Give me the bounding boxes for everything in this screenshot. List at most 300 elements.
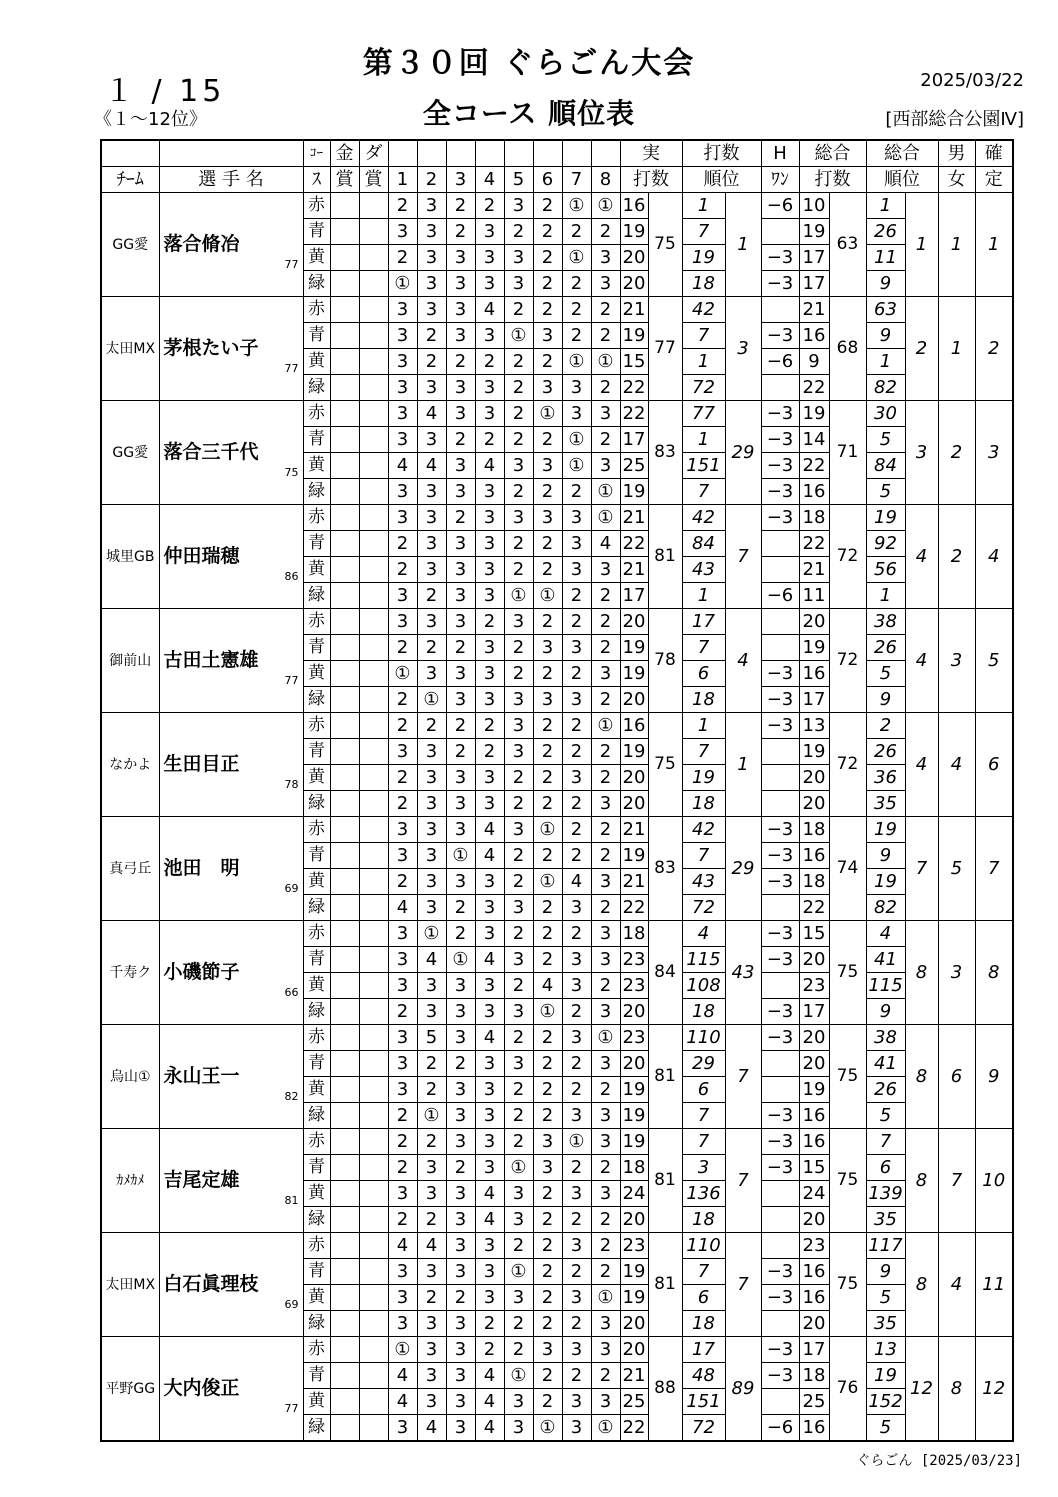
hole-in-one-adjust: −3: [761, 687, 799, 713]
team-header: ﾁｰﾑ: [101, 167, 159, 193]
hole-score: 3: [504, 947, 533, 973]
da-prize-cell: [359, 1129, 388, 1155]
gender-rank: 2: [938, 401, 975, 505]
header-row-bottom: [101, 167, 1013, 193]
player-block: [101, 297, 1013, 401]
course-total: 24: [799, 1181, 829, 1207]
course-total-rank: 19: [866, 817, 905, 843]
hole-score: 3: [504, 739, 533, 765]
da-prize-cell: [359, 739, 388, 765]
course-total-rank: 82: [866, 375, 905, 401]
gold-prize-cell: [330, 401, 359, 427]
hole-score: 3: [417, 1259, 446, 1285]
course-strokes: 22: [620, 895, 648, 921]
gold-prize-cell: [330, 1025, 359, 1051]
hole-score: 4: [388, 453, 417, 479]
hole-score: 2: [504, 401, 533, 427]
hole-score: 3: [475, 895, 504, 921]
hole-score: 3: [562, 765, 591, 791]
hole-score: 2: [475, 713, 504, 739]
da-prize-cell: [359, 1103, 388, 1129]
gender-rank: 3: [938, 609, 975, 713]
player-block: [101, 713, 1013, 817]
hole-score: 3: [562, 1285, 591, 1311]
player-age: 77: [284, 258, 299, 271]
course-strokes: 17: [620, 427, 648, 453]
hole-score: 3: [562, 1415, 591, 1442]
team-name: GG愛: [101, 401, 159, 505]
hole-score: 2: [591, 739, 620, 765]
final-rank: 1: [975, 193, 1013, 297]
hole-in-one-adjust: [761, 609, 799, 635]
gender-header-bottom: 女: [938, 167, 975, 193]
hole-score: 2: [533, 1103, 562, 1129]
hole-in-one-adjust: −3: [761, 505, 799, 531]
hole-score: 2: [446, 921, 475, 947]
hole-score: 3: [533, 1155, 562, 1181]
hole-score: 2: [591, 765, 620, 791]
gold-header-bottom: 賞: [330, 167, 359, 193]
course-rank: 29: [682, 1051, 725, 1077]
course-total: 21: [799, 557, 829, 583]
course-label: 黄: [303, 557, 330, 583]
hole-in-one-adjust: [761, 1181, 799, 1207]
hole-score: 3: [417, 973, 446, 999]
player-name: 古田土憲雄: [163, 649, 259, 671]
da-prize-cell: [359, 1207, 388, 1233]
hole-score: 3: [388, 843, 417, 869]
hole-in-one-adjust: −3: [761, 921, 799, 947]
hole-score: 3: [504, 505, 533, 531]
course-strokes: 20: [620, 999, 648, 1025]
hole-score: 2: [591, 973, 620, 999]
strokes-rank: 3: [725, 297, 761, 401]
course-row: [101, 1337, 1013, 1363]
player-cell: [159, 1337, 303, 1442]
hole-score: 2: [562, 921, 591, 947]
course-label: 青: [303, 739, 330, 765]
hole-score: 2: [533, 609, 562, 635]
hole-score: 2: [446, 713, 475, 739]
hole-score: 4: [475, 1181, 504, 1207]
hole-score: 2: [562, 1155, 591, 1181]
hole-score: 3: [591, 245, 620, 271]
course-total-rank: 26: [866, 739, 905, 765]
gold-prize-cell: [330, 1181, 359, 1207]
course-total-rank: 9: [866, 1259, 905, 1285]
hole-in-one-adjust: −3: [761, 843, 799, 869]
hole-in-one-adjust: [761, 531, 799, 557]
hole-score: 3: [475, 1051, 504, 1077]
hole-score: 4: [388, 895, 417, 921]
course-row: [101, 1233, 1013, 1259]
final-header-bottom: 定: [975, 167, 1013, 193]
player-block: [101, 1129, 1013, 1233]
total-header-top: 総合: [799, 140, 866, 167]
course-label: 黄: [303, 1181, 330, 1207]
course-strokes: 25: [620, 453, 648, 479]
hole-score: 3: [417, 531, 446, 557]
hole-score: 3: [562, 973, 591, 999]
hole-score: 2: [504, 1311, 533, 1337]
hole-score: 3: [591, 1389, 620, 1415]
hole-score: ①: [562, 349, 591, 375]
hole-score: 3: [388, 1051, 417, 1077]
course-strokes: 21: [620, 817, 648, 843]
gold-prize-cell: [330, 1389, 359, 1415]
final-rank: 3: [975, 401, 1013, 505]
hole-header: 3: [446, 167, 475, 193]
player-cell: [159, 297, 303, 401]
total-strokes: 71: [829, 401, 866, 505]
hole-score: 4: [475, 1207, 504, 1233]
hole-score: 2: [562, 713, 591, 739]
da-prize-cell: [359, 1233, 388, 1259]
hole-score: 4: [417, 947, 446, 973]
course-total-rank: 7: [866, 1129, 905, 1155]
course-total-rank: 30: [866, 401, 905, 427]
hole-score: 2: [446, 505, 475, 531]
hole-score: 2: [533, 921, 562, 947]
hole-score: 2: [533, 479, 562, 505]
hole-score: 3: [591, 869, 620, 895]
hole-score: 3: [446, 1389, 475, 1415]
gold-prize-cell: [330, 1155, 359, 1181]
course-total-rank: 82: [866, 895, 905, 921]
hole-score: ①: [388, 1337, 417, 1363]
hole-score: 2: [417, 583, 446, 609]
hole-score: 2: [562, 479, 591, 505]
hole-score: 2: [533, 713, 562, 739]
da-prize-cell: [359, 1181, 388, 1207]
course-strokes: 19: [620, 661, 648, 687]
gold-prize-cell: [330, 1311, 359, 1337]
course-total-rank: 5: [866, 427, 905, 453]
hole-score: 3: [446, 557, 475, 583]
da-prize-cell: [359, 817, 388, 843]
course-total: 20: [799, 1207, 829, 1233]
course-total-rank: 19: [866, 1363, 905, 1389]
hole-score: 3: [533, 505, 562, 531]
gender-rank: 1: [938, 297, 975, 401]
hole-score: 2: [504, 765, 533, 791]
hole-score: 2: [475, 609, 504, 635]
actual-strokes: 78: [648, 609, 682, 713]
hole-score: 2: [388, 635, 417, 661]
player-cell: [159, 817, 303, 921]
course-strokes: 20: [620, 609, 648, 635]
course-rank: 1: [682, 349, 725, 375]
actual-strokes: 81: [648, 1129, 682, 1233]
hole-score: 3: [504, 1051, 533, 1077]
hole-score: 3: [591, 271, 620, 297]
course-strokes: 19: [620, 323, 648, 349]
hole-score: 4: [475, 1415, 504, 1442]
gold-prize-cell: [330, 739, 359, 765]
hole-score: 3: [475, 505, 504, 531]
hole-score: ①: [504, 323, 533, 349]
course-rank: 72: [682, 375, 725, 401]
total-strokes: 75: [829, 1129, 866, 1233]
course-total-rank: 1: [866, 349, 905, 375]
course-total: 19: [799, 635, 829, 661]
da-prize-cell: [359, 791, 388, 817]
hole-score: 2: [533, 245, 562, 271]
gold-prize-cell: [330, 947, 359, 973]
hole-in-one-adjust: −6: [761, 193, 799, 219]
course-total-rank: 13: [866, 1337, 905, 1363]
total-strokes: 72: [829, 505, 866, 609]
hole-score: 2: [533, 1077, 562, 1103]
hole-score: 3: [562, 1233, 591, 1259]
course-total: 15: [799, 1155, 829, 1181]
hole-score: 2: [533, 1051, 562, 1077]
actual-header-top: 実: [620, 140, 682, 167]
hole-score: 2: [533, 843, 562, 869]
course-total: 19: [799, 219, 829, 245]
hole-score: 3: [475, 1155, 504, 1181]
hole-in-one-adjust: −3: [761, 1155, 799, 1181]
course-rank: 6: [682, 661, 725, 687]
da-prize-cell: [359, 1337, 388, 1363]
hole-score: ①: [417, 1103, 446, 1129]
hole-score: ①: [417, 687, 446, 713]
player-cell: [159, 1025, 303, 1129]
hole-score: ①: [591, 1025, 620, 1051]
course-total-rank: 56: [866, 557, 905, 583]
hole-score: 3: [417, 791, 446, 817]
gold-prize-cell: [330, 765, 359, 791]
gender-rank: 4: [938, 713, 975, 817]
player-cell: [159, 401, 303, 505]
course-rank: 7: [682, 219, 725, 245]
hole-score: 3: [475, 557, 504, 583]
course-row: [101, 401, 1013, 427]
hole-score: 3: [446, 297, 475, 323]
hole-score: 2: [388, 791, 417, 817]
hole-score: 3: [388, 1415, 417, 1442]
hole-score: 3: [504, 713, 533, 739]
hole-score: 2: [504, 479, 533, 505]
course-label: 赤: [303, 1337, 330, 1363]
da-prize-cell: [359, 375, 388, 401]
course-total-rank: 139: [866, 1181, 905, 1207]
strokes-rank: 29: [725, 817, 761, 921]
course-label: 緑: [303, 375, 330, 401]
hole-score: 2: [533, 427, 562, 453]
hole-score: 2: [562, 791, 591, 817]
course-rank: 19: [682, 245, 725, 271]
hole-score: 3: [591, 661, 620, 687]
hole-score: 2: [591, 1363, 620, 1389]
hole-in-one-adjust: [761, 765, 799, 791]
player-cell: [159, 1233, 303, 1337]
da-prize-cell: [359, 713, 388, 739]
course-strokes: 19: [620, 219, 648, 245]
player-name: 大内俊正: [163, 1377, 240, 1399]
hole-score: 3: [504, 1415, 533, 1442]
course-total: 18: [799, 817, 829, 843]
course-label: 青: [303, 1051, 330, 1077]
hole-score: 3: [533, 453, 562, 479]
hole-score: 3: [388, 583, 417, 609]
hole-score: 4: [475, 817, 504, 843]
course-strokes: 19: [620, 635, 648, 661]
gold-prize-cell: [330, 1337, 359, 1363]
player-age: 82: [284, 1090, 299, 1103]
hole-score: 2: [446, 1155, 475, 1181]
course-total: 20: [799, 609, 829, 635]
gold-prize-cell: [330, 427, 359, 453]
hole-score: 2: [504, 1129, 533, 1155]
course-total: 14: [799, 427, 829, 453]
hole-score: 2: [591, 219, 620, 245]
hole-score: 3: [417, 193, 446, 219]
hole-score: 3: [475, 635, 504, 661]
player-name: 永山王一: [163, 1065, 240, 1087]
hole-score: 3: [504, 817, 533, 843]
actual-strokes: 83: [648, 817, 682, 921]
hole-score: 3: [562, 1103, 591, 1129]
hole-score: 3: [446, 531, 475, 557]
course-rank: 1: [682, 583, 725, 609]
course-strokes: 20: [620, 1337, 648, 1363]
gold-prize-cell: [330, 219, 359, 245]
hole-score: 3: [475, 375, 504, 401]
course-strokes: 20: [620, 1311, 648, 1337]
hole-score: 2: [533, 947, 562, 973]
hone-header-top: H: [761, 140, 799, 167]
strokes-rank: 7: [725, 1233, 761, 1337]
hole-score: 3: [446, 479, 475, 505]
course-strokes: 21: [620, 1363, 648, 1389]
hole-in-one-adjust: [761, 1207, 799, 1233]
course-total: 15: [799, 921, 829, 947]
gold-prize-cell: [330, 1207, 359, 1233]
final-rank: 12: [975, 1337, 1013, 1442]
page-title: 第３０回 ぐらごん大会: [362, 46, 696, 81]
da-prize-cell: [359, 557, 388, 583]
hole-in-one-adjust: [761, 375, 799, 401]
hole-score: 4: [475, 947, 504, 973]
hole-score: 3: [417, 479, 446, 505]
course-strokes: 24: [620, 1181, 648, 1207]
hole-score: 4: [417, 1415, 446, 1442]
player-age: 69: [284, 882, 299, 895]
da-prize-cell: [359, 1285, 388, 1311]
course-rank: 72: [682, 895, 725, 921]
hole-score: ①: [533, 401, 562, 427]
hole-score: 2: [504, 635, 533, 661]
hole-header: 2: [417, 167, 446, 193]
total-strokes: 72: [829, 713, 866, 817]
gold-prize-cell: [330, 999, 359, 1025]
course-label: 黄: [303, 245, 330, 271]
final-rank: 8: [975, 921, 1013, 1025]
hole-score: 3: [417, 765, 446, 791]
hole-score: 3: [446, 401, 475, 427]
team-name: 千寿ク: [101, 921, 159, 1025]
course-row: [101, 1129, 1013, 1155]
hole-score: 2: [533, 219, 562, 245]
hole-in-one-adjust: −3: [761, 1129, 799, 1155]
hole-score: 2: [475, 739, 504, 765]
final-rank: 5: [975, 609, 1013, 713]
hole-score: ①: [504, 1363, 533, 1389]
hole-score: 3: [446, 1025, 475, 1051]
gold-prize-cell: [330, 1233, 359, 1259]
hole-score: 3: [388, 1181, 417, 1207]
course-strokes: 25: [620, 1389, 648, 1415]
hole-score: 3: [446, 1311, 475, 1337]
hole-score: 3: [417, 1363, 446, 1389]
total-rank: 1: [905, 193, 938, 297]
team-name: ｶﾒｶﾒ: [101, 1129, 159, 1233]
hole-score: 3: [446, 375, 475, 401]
course-strokes: 22: [620, 531, 648, 557]
player-name: 吉尾定雄: [163, 1169, 240, 1191]
course-label: 青: [303, 1259, 330, 1285]
hole-in-one-adjust: −6: [761, 583, 799, 609]
course-rank: 7: [682, 479, 725, 505]
course-total-rank: 38: [866, 1025, 905, 1051]
hole-score: 3: [417, 999, 446, 1025]
hole-score: 2: [446, 895, 475, 921]
course-rank: 84: [682, 531, 725, 557]
hole-score: 2: [475, 193, 504, 219]
hole-score: 2: [504, 1233, 533, 1259]
hole-score: 2: [562, 1051, 591, 1077]
actual-strokes: 88: [648, 1337, 682, 1442]
gold-prize-cell: [330, 973, 359, 999]
hole-score: ①: [504, 583, 533, 609]
hole-in-one-adjust: −3: [761, 661, 799, 687]
hole-in-one-adjust: [761, 219, 799, 245]
course-total: 16: [799, 1129, 829, 1155]
hole-score: 3: [475, 1077, 504, 1103]
hole-score: 3: [388, 1311, 417, 1337]
strokes-rank: 7: [725, 505, 761, 609]
gold-prize-cell: [330, 1363, 359, 1389]
hole-in-one-adjust: [761, 635, 799, 661]
hole-score: ①: [388, 271, 417, 297]
hole-score: 3: [591, 1103, 620, 1129]
hole-score: 3: [562, 895, 591, 921]
hole-score: 3: [446, 1077, 475, 1103]
course-rank: 19: [682, 765, 725, 791]
hole-score: 3: [446, 1363, 475, 1389]
course-total: 17: [799, 271, 829, 297]
hole-score: 2: [562, 583, 591, 609]
player-block: [101, 505, 1013, 609]
hole-score: 3: [417, 1311, 446, 1337]
hole-score: 2: [533, 895, 562, 921]
strokes-rank: 7: [725, 1025, 761, 1129]
hole-score: 2: [504, 973, 533, 999]
total-rank: 8: [905, 1025, 938, 1129]
team-name: 平野GG: [101, 1337, 159, 1442]
course-total-rank: 11: [866, 245, 905, 271]
hole-score: 2: [591, 843, 620, 869]
hole-score: 3: [504, 999, 533, 1025]
footer-credit: ぐらごん [2025/03/23]: [856, 1453, 1022, 1469]
hole-score: 2: [591, 687, 620, 713]
hole-score: 3: [417, 427, 446, 453]
hole-score: 4: [562, 869, 591, 895]
gold-prize-cell: [330, 1415, 359, 1442]
hole-score: 2: [504, 1025, 533, 1051]
da-prize-cell: [359, 765, 388, 791]
